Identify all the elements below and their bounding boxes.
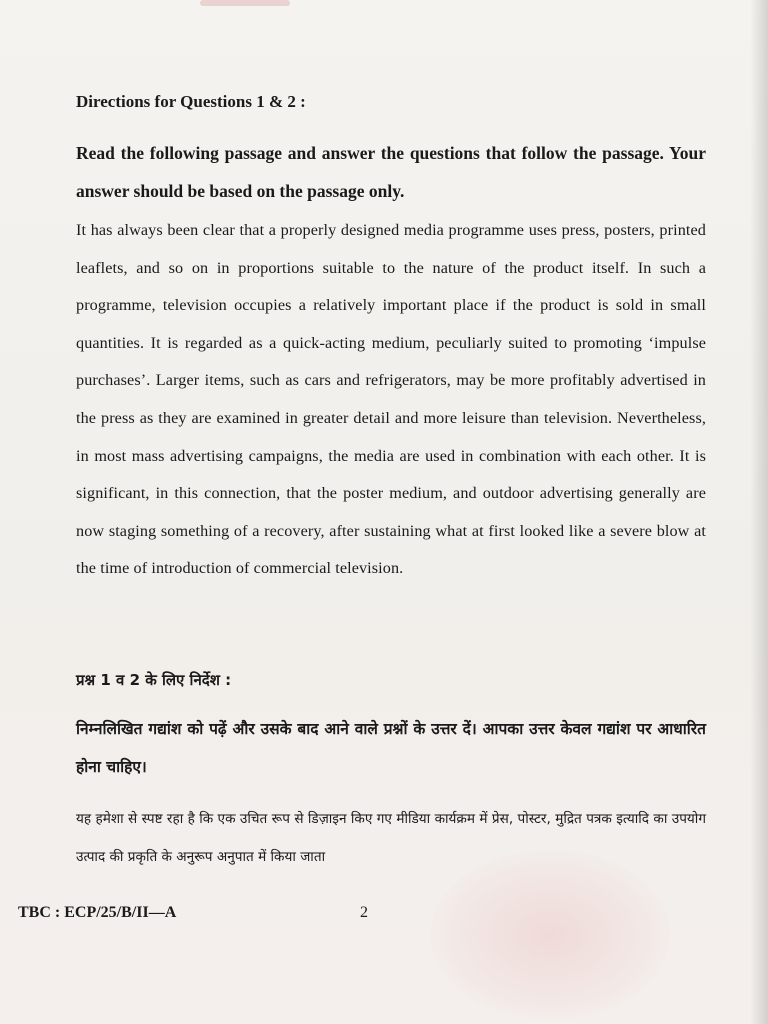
passage-hindi: यह हमेशा से स्पष्ट रहा है कि एक उचित रूप से डिज़ाइन किए गए मीडिया कार्यक्रम में प्रेस, पोस्टर, मुद्रित पत्रक इत्यादि का उपयोग उत्पाद की प्रकृति के अनुरूप अनुपात में किया जाता (76, 811, 706, 865)
ink-mark (200, 0, 290, 6)
instruction-text: Read the following passage and answer the questions that follow the passage. Your answer should be based on the passage only. (76, 143, 706, 201)
directions-heading: Directions for Questions 1 & 2 : (76, 92, 306, 111)
page-edge-shadow (750, 0, 768, 1024)
page-number: 2 (360, 904, 368, 921)
directions-heading-hindi: प्रश्न 1 व 2 के लिए निर्देश : (76, 671, 232, 689)
instruction-text-hindi: निम्नलिखित गद्यांश को पढ़ें और उसके बाद आने वाले प्रश्नों के उत्तर दें। आपका उत्तर केवल गद्यांश पर आधारित होना चाहिए। (76, 720, 706, 776)
passage-english: It has always been clear that a properly designed media programme uses press, posters, printed leaflets, and so on in proportions suitable to the nature of the product itself. In such a programme, television occupies a relatively important place if the product is sold in small quantities. It is regarded as a quick-acting medium, peculiarly suited to promoting ‘impulse purchases’. Larger items, such as cars and refrigerators, may be more profitably advertised in the press as they are examined in greater detail and more leisure than television. Nevertheless, in most mass advertising campaigns, the media are used in combination with each other. It is significant, in this connection, that the poster medium, and outdoor advertising generally are now staging something of a recovery, after sustaining what at first looked like a severe blow at the time of introduction of commercial television. (76, 221, 706, 578)
booklet-code: TBC : ECP/25/B/II—A (18, 904, 177, 921)
